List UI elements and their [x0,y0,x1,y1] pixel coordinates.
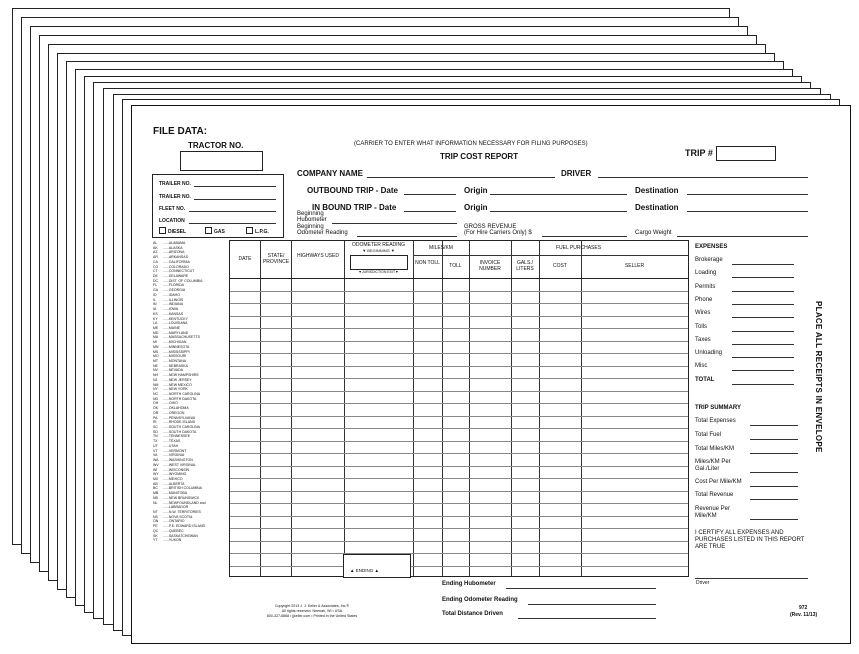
summary-field[interactable] [750,472,798,473]
date-header: DATE [238,256,252,262]
state-list-item: IL ......ILLINOIS [153,297,184,302]
expense-field[interactable] [732,317,794,318]
report-title: TRIP COST REPORT [440,152,519,161]
summary-field[interactable] [750,425,798,426]
state-list-item: SC ......SOUTH CAROLINA [153,425,200,430]
gals-header: GALS./ LITERS [516,260,534,272]
expense-label: Misc [695,363,708,370]
fleet-no-label: FLEET NO. [159,206,186,212]
state-list-item: PA ......PENNSYLVANIA [153,415,196,420]
ending-odometer-label: Ending Odometer Reading [442,597,518,603]
expense-field[interactable] [732,264,794,265]
summary-field[interactable] [750,453,798,454]
odometer-beginning-box[interactable] [350,255,408,270]
table-row[interactable] [230,541,688,542]
table-row[interactable] [230,328,688,329]
trailer-no-label: TRAILER NO. [159,194,191,200]
expense-label: Taxes [695,336,711,343]
expense-label: Phone [695,296,713,303]
beginning-label: ▼ BEGINNING ▼ [362,248,395,253]
table-row[interactable] [230,453,688,454]
state-list-item: YT ......YUKON [153,538,182,543]
state-list-item: NM ......NEW MEXICO [153,382,192,387]
summary-field[interactable] [750,519,798,520]
state-list-item: MD ......MARYLAND [153,330,189,335]
expenses-title: EXPENSES [695,244,728,250]
driver-field[interactable] [598,177,808,178]
state-list-item: MX ......MEXICO [153,476,183,481]
ending-hubometer-field[interactable] [506,588,656,589]
odometer-ending-box[interactable] [343,554,411,578]
state-list-item: MA ......MASSACHUSETTS [153,335,200,340]
state-list-item: DC ......DIST. OF COLUMBIA [153,278,203,283]
certification-text: I CERTIFY ALL EXPENSES AND PURCHASES LISTED IN THIS REPORT ARE TRUE [695,530,805,550]
state-list-item: DE ......DELAWARE [153,274,189,279]
file-data-label: FILE DATA: [153,126,208,137]
state-list-item: ......LABRADOR [163,505,189,510]
state-list-item: GA ......GEORGIA [153,288,186,293]
state-list-item: NC ......NORTH CAROLINA [153,392,201,396]
state-list-item: RI ......RHODE ISLAND [153,420,196,425]
summary-field[interactable] [750,439,798,440]
ending-label: ▲ ENDING ▲ [350,568,379,573]
state-list-item: NT ......N.W. TERRITORIES [153,509,201,514]
summary-field[interactable] [750,499,798,500]
beginning-odometer-label: Beginning Odometer Reading [297,224,348,236]
cargo-weight-label: Cargo Weight [635,230,672,236]
table-row[interactable] [230,566,688,567]
destination-label: Destination [635,186,679,195]
expense-field[interactable] [732,344,794,345]
state-list-item: NE ......NEBRASKA [153,363,188,368]
expenses-total-field[interactable] [732,384,794,385]
state-list-item: KS ......KANSAS [153,311,184,316]
lpg-label: L.P.G. [255,229,269,235]
total-distance-label: Total Distance Driven [442,611,503,617]
table-row[interactable] [230,303,688,304]
table-row[interactable] [230,516,688,517]
trip-summary-title: TRIP SUMMARY [695,405,742,411]
state-list-item: WI ......WISCONSIN [153,467,190,472]
state-list-item: QC ......QUEBEC [153,528,184,533]
fleet-no-field[interactable] [189,211,276,212]
state-list-item: NJ ......NEW JERSEY [153,377,192,382]
state-list-item: OH ......OHIO [153,401,178,406]
summary-label: Total Revenue [695,492,734,498]
invoice-header: INVOICE NUMBER [479,260,501,272]
expense-field[interactable] [732,370,794,371]
total-distance-field[interactable] [518,618,656,619]
state-list-item: CA ......CALIFORNIA [153,259,190,264]
state-list-item: ID ......IDAHO [153,292,180,297]
summary-label: Miles/KM Per Gal./Liter [695,459,731,472]
state-list-item: OR ......OREGON [153,410,185,415]
beginning-odometer-field[interactable] [357,236,457,237]
trip-no-label: TRIP # [685,148,713,158]
state-list-item: NS ......NOVA SCOTIA [153,514,193,519]
state-list-item: UT ......UTAH [153,443,179,448]
table-row[interactable] [230,291,688,292]
table-row[interactable] [230,316,688,317]
trailer-no-field[interactable] [194,199,276,200]
state-list-item: AR ......ARKANSAS [153,255,188,260]
expense-field[interactable] [732,331,794,332]
expense-field[interactable] [732,277,794,278]
state-list-item: AB ......ALBERTA [153,481,185,486]
state-list-item: MS ......MISSISSIPPI [153,349,190,354]
trip-no-field[interactable] [716,146,776,161]
expense-label: Permits [695,283,716,290]
summary-label: Total Miles/KM [695,446,735,452]
state-list-item: MB ......MANITOBA [153,491,188,496]
outbound-trip-label: OUTBOUND TRIP - Date [307,186,398,195]
carrier-note: (CARRIER TO ENTER WHAT INFORMATION NECESSARY FOR FILING PURPOSES) [354,141,588,147]
seller-header: SELLER [624,263,645,269]
ending-odometer-field[interactable] [528,604,656,605]
inbound-destination-field[interactable] [687,211,808,212]
state-list-item: MI ......MICHIGAN [153,340,187,345]
state-list-item: NY ......NEW YORK [153,387,188,392]
expense-label: Wires [695,310,711,317]
table-row[interactable] [230,341,688,342]
state-list-item: AK ......ALASKA [153,245,183,250]
table-row[interactable] [230,466,688,467]
trailer-no-field[interactable] [194,186,276,187]
driver-signature-field[interactable] [695,578,808,579]
highways-header: HIGHWAYS USED [297,253,339,259]
fuel-purchases-header: FUEL PURCHASES [555,245,602,251]
table-row[interactable] [230,553,688,554]
expense-field[interactable] [732,357,794,358]
state-list-item: VA ......VIRGINIA [153,453,185,458]
state-list-item: AL ......ALABAMA [153,241,186,245]
state-list-item: OK ......OKLAHOMA [153,406,189,411]
tractor-no-label: TRACTOR NO. [188,141,244,150]
tractor-no-field[interactable] [180,151,263,171]
expense-label: Loading [695,270,717,277]
expense-field[interactable] [732,304,794,305]
state-list-item: MO ......MISSOURI [153,354,187,359]
destination-label: Destination [635,203,679,212]
table-row[interactable] [230,441,688,442]
summary-label: Total Expenses [695,418,736,424]
company-name-field[interactable] [367,177,555,178]
gas-checkbox[interactable] [205,227,225,235]
summary-label: Cost Per Mile/KM [695,479,742,485]
table-row[interactable] [230,353,688,354]
lpg-checkbox[interactable] [246,227,269,235]
state-list-item: ME ......MAINE [153,325,180,330]
diesel-checkbox[interactable] [159,227,186,235]
summary-field[interactable] [750,486,798,487]
inbound-trip-label: IN BOUND TRIP - Date [312,203,397,212]
table-row[interactable] [230,416,688,417]
gross-revenue-field[interactable] [542,236,627,237]
state-list-item: SD ......SOUTH DAKOTA [153,429,197,434]
state-list-item: WA ......WASHINGTON [153,458,193,463]
checkbox-icon [205,227,212,234]
diesel-label: DIESEL [168,229,187,235]
location-label: LOCATION [159,218,185,224]
state-list-item: SK ......SASKATCHEWAN [153,533,198,538]
state-list-item: ND ......NORTH DAKOTA [153,396,197,401]
table-row[interactable] [230,403,688,404]
miles-km-header: MILES/KM [429,245,453,251]
trip-cost-report-form [131,105,851,644]
outbound-destination-field[interactable] [687,194,808,195]
ending-hubometer-label: Ending Hubometer [442,581,496,587]
expense-label: Unloading [695,350,723,357]
state-abbreviation-list [153,241,231,543]
state-list-item: ON ......ONTARIO [153,519,185,524]
state-list-item: MT ......MONTANA [153,358,187,363]
outbound-origin-field[interactable] [490,194,627,195]
trailer-no-label: TRAILER NO. [159,181,191,187]
toll-header: TOLL [449,263,462,269]
state-list-item: WV ......WEST VIRGINIA [153,462,196,467]
table-row[interactable] [230,366,688,367]
table-row[interactable] [230,528,688,529]
location-field[interactable] [189,223,276,224]
expenses-total-label: TOTAL [695,377,715,383]
form-revision: (Rev. 11/13) [790,612,818,618]
inbound-origin-field[interactable] [490,211,627,212]
company-name-label: COMPANY NAME [297,169,363,178]
state-list-item: BC ......BRITISH COLUMBIA [153,486,202,491]
state-list-item: IN ......INDIANA [153,302,184,307]
table-row[interactable] [230,478,688,479]
expense-label: Tolls [695,323,708,330]
beginning-hubometer-field[interactable] [332,223,457,224]
state-list-item: NL ......NEWFOUNDLAND and [153,500,206,505]
state-list-item: NH ......NEW HAMPSHIRE [153,373,199,378]
state-list-item: IA ......IOWA [153,307,179,312]
state-list-item: TN ......TENNESSEE [153,434,191,439]
state-header: STATE/ PROVINCE [262,253,290,265]
header-bottom [230,278,688,279]
form-number: 972 [799,605,808,611]
jurisdiction-exit-label: ▼JURISDICTION EXIT▼ [358,270,399,274]
state-list-item: CT ......CONNECTICUT [153,269,195,274]
odometer-header: ODOMETER READING [351,242,406,248]
header-divider [413,255,688,256]
outbound-date-field[interactable] [404,194,456,195]
state-list-item: AZ ......ARIZONA [153,250,185,255]
copyright-notice: Copyright 2013 J. J. Keller & Associates, Inc.® All rights reserved. Neenah, WI • USA 800-327-6868 • jjkeller.com • Printed in the United States [266,604,358,618]
table-row[interactable] [230,428,688,429]
gas-label: GAS [214,229,225,235]
state-list-item: FL ......FLORIDA [153,283,185,288]
state-list-item: NV ......NEVADA [153,368,183,373]
driver-signature-label: Driver [696,580,710,586]
origin-label: Origin [464,186,488,195]
state-list-item: PE ......P.E. EDWARD ISLAND [153,524,206,529]
state-list-item: MN ......MINNESOTA [153,344,190,349]
state-list-item: CO ......COLORADO [153,264,189,269]
beginning-hubometer-label: Beginning Hubometer [297,211,327,223]
cost-header: COST [553,263,567,269]
state-list-item: VT ......VERMONT [153,448,187,453]
summary-label: Revenue Per Mile/KM [695,506,731,519]
state-list-item: TX ......TEXAS [153,439,181,444]
table-row[interactable] [230,491,688,492]
gross-revenue-label: GROSS REVENUE (For Hire Carriers Only) $ [464,224,532,236]
cargo-weight-field[interactable] [677,236,808,237]
driver-label: DRIVER [561,169,592,178]
state-list-item: LA ......LOUISIANA [153,321,188,326]
inbound-date-field[interactable] [404,211,456,212]
expense-label: Brokerage [695,257,723,263]
expense-field[interactable] [732,291,794,292]
origin-label: Origin [464,203,488,212]
state-list-item: NB ......NEW BRUNSWICK [153,495,200,500]
state-list-item: WY ......WYOMING [153,472,187,477]
summary-label: Total Fuel [695,432,722,438]
checkbox-icon [246,227,253,234]
checkbox-icon [159,227,166,234]
receipts-envelope-note: PLACE ALL RECEIPTS IN ENVELOPE [814,301,823,453]
state-list-item: KY ......KENTUCKY [153,316,188,321]
trip-log-table [229,240,689,577]
non-toll-header: NON TOLL [415,260,440,266]
table-row[interactable] [230,378,688,379]
table-row[interactable] [230,391,688,392]
table-row[interactable] [230,503,688,504]
